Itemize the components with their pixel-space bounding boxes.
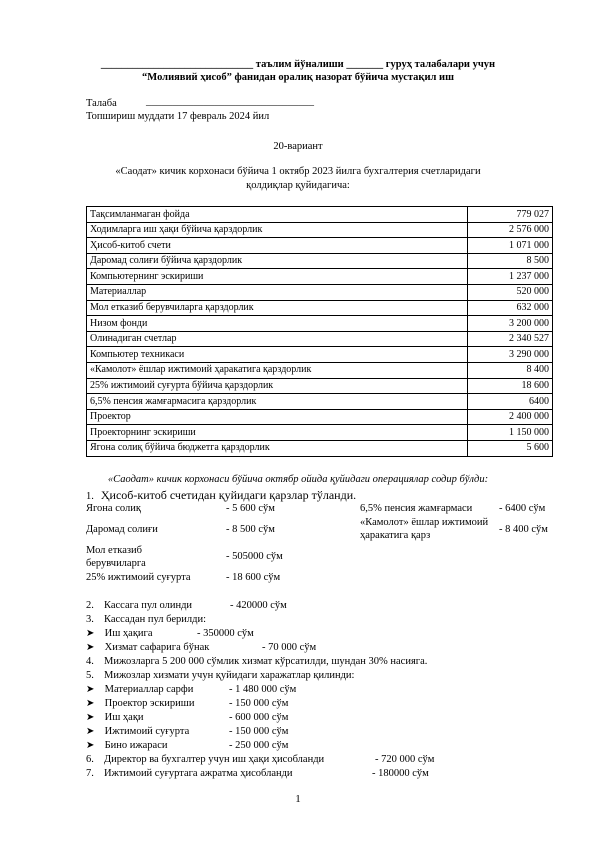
op5-item-1-value: - 150 000 сўм — [229, 698, 289, 709]
balance-amount: 520 000 — [468, 284, 553, 300]
op5-number: 5. — [86, 670, 94, 681]
op3-item-0 — [86, 628, 153, 639]
balance-account-name: Тақсимланмаган фойда — [87, 207, 468, 223]
balance-row — [87, 409, 553, 425]
op1-right-0-label: 6,5% пенсия жамғармаси — [360, 503, 473, 514]
op4-number: 4. — [86, 656, 94, 667]
variant-title: 20-вариант — [273, 141, 323, 152]
balance-account-name: Ҳисоб-китоб счети — [87, 238, 468, 254]
balance-amount: 2 400 000 — [468, 409, 553, 425]
op5-item-3-value: - 150 000 сўм — [229, 726, 289, 737]
op4-text: Мижозларга 5 200 000 сўмлик хизмат кўрсатилди, шундан 30% насияга. — [104, 656, 428, 667]
op5-item-0 — [86, 684, 193, 695]
op5-item-4 — [86, 740, 168, 751]
op5-item-label: Проектор эскириши — [104, 698, 195, 709]
balance-row — [87, 207, 553, 223]
balance-account-name: Даромад солиғи бўйича қарздорлик — [87, 253, 468, 269]
op1-title: Ҳисоб-китоб счетидан қуйидаги қарзлар тўланди. — [100, 488, 357, 502]
op3-item-1 — [86, 642, 209, 653]
balance-amount: 8 400 — [468, 362, 553, 378]
op7-label: Ижтимоий суғуртага ажратма ҳисобланди — [104, 768, 293, 779]
balance-amount: 779 027 — [468, 207, 553, 223]
op7-value: - 180000 сўм — [372, 768, 429, 779]
op1-left-3-label: 25% ижтимоий суғурта — [86, 572, 191, 583]
balance-row — [87, 362, 553, 378]
balance-account-name: Проектор — [87, 409, 468, 425]
op5-item-0-value: - 1 480 000 сўм — [229, 684, 297, 695]
op5-item-label: Иш ҳақи — [104, 712, 144, 723]
balance-account-name: Проекторнинг эскириши — [87, 425, 468, 441]
header-line-1: _____________________________ таълим йўналиши _______ гуруҳ талабалари учун — [100, 59, 496, 70]
op3-item-label: Хизмат сафарига бўнак — [104, 642, 210, 653]
balance-account-name: 25% ижтимоий суғурта бўйича қарздорлик — [87, 378, 468, 394]
balance-row — [87, 331, 553, 347]
balance-account-name: 6,5% пенсия жамғармасига қарздорлик — [87, 394, 468, 410]
balance-amount: 3 200 000 — [468, 316, 553, 332]
op5-text: Мижозлар хизмати учун қуйидаги харажатлар қилинди: — [104, 670, 355, 681]
header-line-2: “Молиявий ҳисоб” фанидан оралиқ назорат бўйича мустақил иш — [142, 72, 454, 83]
balance-amount: 2 340 527 — [468, 331, 553, 347]
intro-line-1: «Саодат» кичик корхонаси бўйича 1 октябр 2023 йилга бухгалтерия счетларидаги — [115, 166, 481, 177]
balance-row — [87, 347, 553, 363]
op5-item-label: Бино ижараси — [104, 740, 168, 751]
op1-heading — [86, 488, 356, 503]
op7-number: 7. — [86, 768, 94, 779]
op5-item-4-value: - 250 000 сўм — [229, 740, 289, 751]
op2-value: - 420000 сўм — [230, 600, 287, 611]
op1-left-2-value: - 505000 сўм — [226, 551, 283, 562]
arrow-bullet-icon: ➤ — [86, 726, 95, 737]
op1-left-1-value: - 8 500 сўм — [226, 524, 275, 535]
intro-line-2: қолдиқлар қуйидагича: — [246, 180, 350, 191]
arrow-bullet-icon: ➤ — [86, 642, 95, 653]
balance-amount: 632 000 — [468, 300, 553, 316]
op1-left-3-value: - 18 600 сўм — [226, 572, 281, 583]
balance-account-name: Олинадиган счетлар — [87, 331, 468, 347]
op6-value: - 720 000 сўм — [375, 754, 435, 765]
op1-left-2-label-a: Мол етказиб — [86, 545, 143, 556]
op3-number: 3. — [86, 614, 94, 625]
balance-account-name: Низом фонди — [87, 316, 468, 332]
balance-row — [87, 238, 553, 254]
op6-label: Директор ва бухгалтер учун иш ҳақи ҳисобланди — [104, 754, 325, 765]
balance-account-name: Компьютернинг эскириши — [87, 269, 468, 285]
operations-intro: «Саодат» кичик корхонаси бўйича октябр ойида қуйидаги операциялар содир бўлди: — [107, 474, 489, 485]
op1-right-1-label-b: ҳаракатига қарз — [360, 530, 431, 541]
arrow-bullet-icon: ➤ — [86, 684, 95, 695]
op1-right-1-label-a: «Камолот» ёшлар ижтимоий — [360, 517, 489, 528]
op1-left-1-label: Даромад солиғи — [86, 524, 158, 535]
op6-number: 6. — [86, 754, 94, 765]
balance-account-name: «Камолот» ёшлар ижтимоий ҳаракатига қарздорлик — [87, 362, 468, 378]
op1-left-2-label-b: берувчиларга — [86, 558, 146, 569]
balance-amount: 2 576 000 — [468, 222, 553, 238]
student-label: Талаба — [86, 98, 117, 109]
balance-account-name: Ягона солиқ бўйича бюджетга қарздорлик — [87, 440, 468, 456]
balance-row — [87, 440, 553, 456]
balance-row — [87, 378, 553, 394]
balance-row — [87, 222, 553, 238]
balance-row — [87, 425, 553, 441]
balance-account-name: Ходимларга иш ҳақи бўйича қарздорлик — [87, 222, 468, 238]
page-number: 1 — [295, 793, 301, 805]
balance-row — [87, 300, 553, 316]
op5-item-label: Ижтимоий суғурта — [104, 726, 190, 737]
arrow-bullet-icon: ➤ — [86, 740, 95, 751]
balances-table — [86, 206, 553, 457]
balance-amount: 3 290 000 — [468, 347, 553, 363]
balance-amount: 1 237 000 — [468, 269, 553, 285]
op5-item-2 — [86, 712, 144, 723]
op1-number: 1. — [86, 491, 94, 502]
balance-amount: 6400 — [468, 394, 553, 410]
op5-item-label: Материаллар сарфи — [104, 684, 194, 695]
balance-row — [87, 284, 553, 300]
balance-amount: 8 500 — [468, 253, 553, 269]
op3-label: Кассадан пул берилди: — [104, 614, 207, 625]
balance-amount: 1 071 000 — [468, 238, 553, 254]
balance-row — [87, 269, 553, 285]
op1-right-1-value: - 8 400 сўм — [499, 524, 548, 535]
op3-item-label: Иш ҳақига — [104, 628, 153, 639]
arrow-bullet-icon: ➤ — [86, 628, 95, 639]
op5-item-1 — [86, 698, 195, 709]
balance-row — [87, 394, 553, 410]
op3-item-0-value: - 350000 сўм — [197, 628, 254, 639]
arrow-bullet-icon: ➤ — [86, 712, 95, 723]
op2-label: Кассага пул олинди — [104, 600, 193, 611]
student-name-blank[interactable]: ________________________________ — [146, 96, 314, 107]
balance-row — [87, 316, 553, 332]
balance-row — [87, 253, 553, 269]
balance-amount: 1 150 000 — [468, 425, 553, 441]
op2-number: 2. — [86, 600, 94, 611]
op1-left-0-label: Ягона солиқ — [86, 503, 141, 514]
op1-right-0-value: - 6400 сўм — [499, 503, 546, 514]
arrow-bullet-icon: ➤ — [86, 698, 95, 709]
op1-left-0-value: - 5 600 сўм — [226, 503, 275, 514]
balance-account-name: Компьютер техникаси — [87, 347, 468, 363]
balance-account-name: Мол етказиб берувчиларга қарздорлик — [87, 300, 468, 316]
op5-item-2-value: - 600 000 сўм — [229, 712, 289, 723]
balance-amount: 18 600 — [468, 378, 553, 394]
deadline-text: Топшириш муддати 17 февраль 2024 йил — [86, 111, 270, 122]
balance-account-name: Материаллар — [87, 284, 468, 300]
op3-item-1-value: - 70 000 сўм — [262, 642, 317, 653]
op5-item-3 — [86, 726, 189, 737]
balance-amount: 5 600 — [468, 440, 553, 456]
